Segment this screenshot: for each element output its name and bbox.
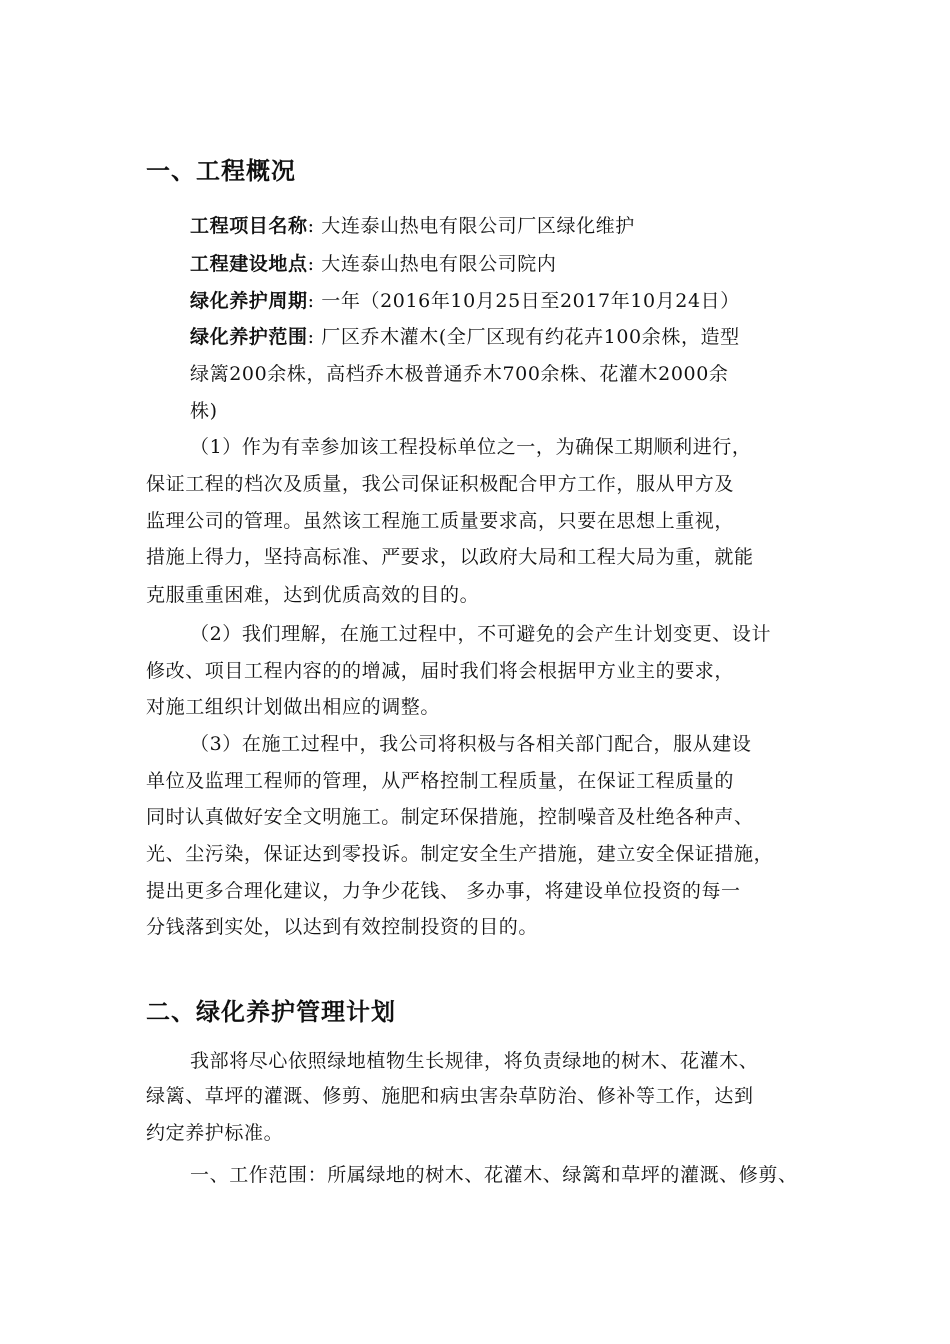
paragraph-line: 监理公司的管理。虽然该工程施工质量要求高，只要在思想上重视， — [146, 510, 735, 532]
field-label: 工程项目名称 — [190, 215, 308, 237]
field-value: 一年（2016年10月25日至2017年10月24日） — [321, 290, 740, 312]
field-scope-continuation: 绿篱200余株，高档乔木极普通乔木700余株、花灌木2000余 — [190, 363, 729, 385]
field-label: 绿化养护范围 — [190, 326, 308, 348]
paragraph-line: 我部将尽心依照绿地植物生长规律，将负责绿地的树木、花灌木、 — [190, 1050, 759, 1072]
paragraph-line: （3）在施工过程中，我公司将积极与各相关部门配合，服从建设 — [190, 733, 752, 755]
field-separator: : — [307, 253, 322, 275]
paragraph-line: 光、尘污染，保证达到零投诉。制定安全生产措施，建立安全保证措施， — [146, 843, 774, 865]
field-separator: : — [307, 326, 322, 348]
paragraph-line: 克服重重困难，达到优质高效的目的。 — [146, 584, 480, 606]
section-heading-overview: 一、工程概况 — [146, 157, 296, 185]
paragraph-line: 修改、项目工程内容的的增减，届时我们将会根据甲方业主的要求， — [146, 660, 735, 682]
paragraph-line: 同时认真做好安全文明施工。制定环保措施，控制噪音及杜绝各种声、 — [146, 806, 754, 828]
field-scope-continuation: 株) — [190, 400, 218, 422]
field-separator: : — [307, 290, 322, 312]
paragraph-line: 约定养护标准。 — [146, 1122, 284, 1144]
paragraph-line: 单位及监理工程师的管理，从严格控制工程质量，在保证工程质量的 — [146, 770, 735, 792]
paragraph-line: 分钱落到实处，以达到有效控制投资的目的。 — [146, 916, 539, 938]
field-maintenance-scope — [190, 322, 740, 352]
field-label: 工程建设地点 — [190, 253, 308, 275]
field-value: 大连泰山热电有限公司院内 — [321, 253, 557, 275]
paragraph-line: 绿篱、草坪的灌溉、修剪、施肥和病虫害杂草防治、修补等工作，达到 — [146, 1085, 754, 1107]
field-value: 大连泰山热电有限公司厂区绿化维护 — [321, 215, 635, 237]
paragraph-line: （2）我们理解，在施工过程中，不可避免的会产生计划变更、设计 — [190, 623, 772, 645]
field-project-name — [190, 211, 635, 241]
paragraph-line: 保证工程的档次及质量，我公司保证积极配合甲方工作，服从甲方及 — [146, 473, 735, 495]
field-project-location — [190, 249, 556, 279]
section-heading-maintenance-plan: 二、绿化养护管理计划 — [146, 998, 396, 1026]
paragraph-line: 提出更多合理化建议，力争少花钱、 多办事，将建设单位投资的每一 — [146, 880, 741, 902]
field-value: 厂区乔木灌木(全厂区现有约花卉100余株，造型 — [321, 326, 740, 348]
paragraph-line: 对施工组织计划做出相应的调整。 — [146, 696, 441, 718]
paragraph-line: 措施上得力，坚持高标准、严要求，以政府大局和工程大局为重，就能 — [146, 546, 754, 568]
paragraph-line: （1）作为有幸参加该工程投标单位之一，为确保工期顺利进行， — [190, 436, 752, 458]
field-maintenance-period — [190, 286, 740, 316]
paragraph-line: 一、工作范围：所属绿地的树木、花灌木、绿篱和草坪的灌溉、修剪、 — [190, 1164, 798, 1186]
field-separator: : — [307, 215, 322, 237]
field-label: 绿化养护周期 — [190, 290, 308, 312]
